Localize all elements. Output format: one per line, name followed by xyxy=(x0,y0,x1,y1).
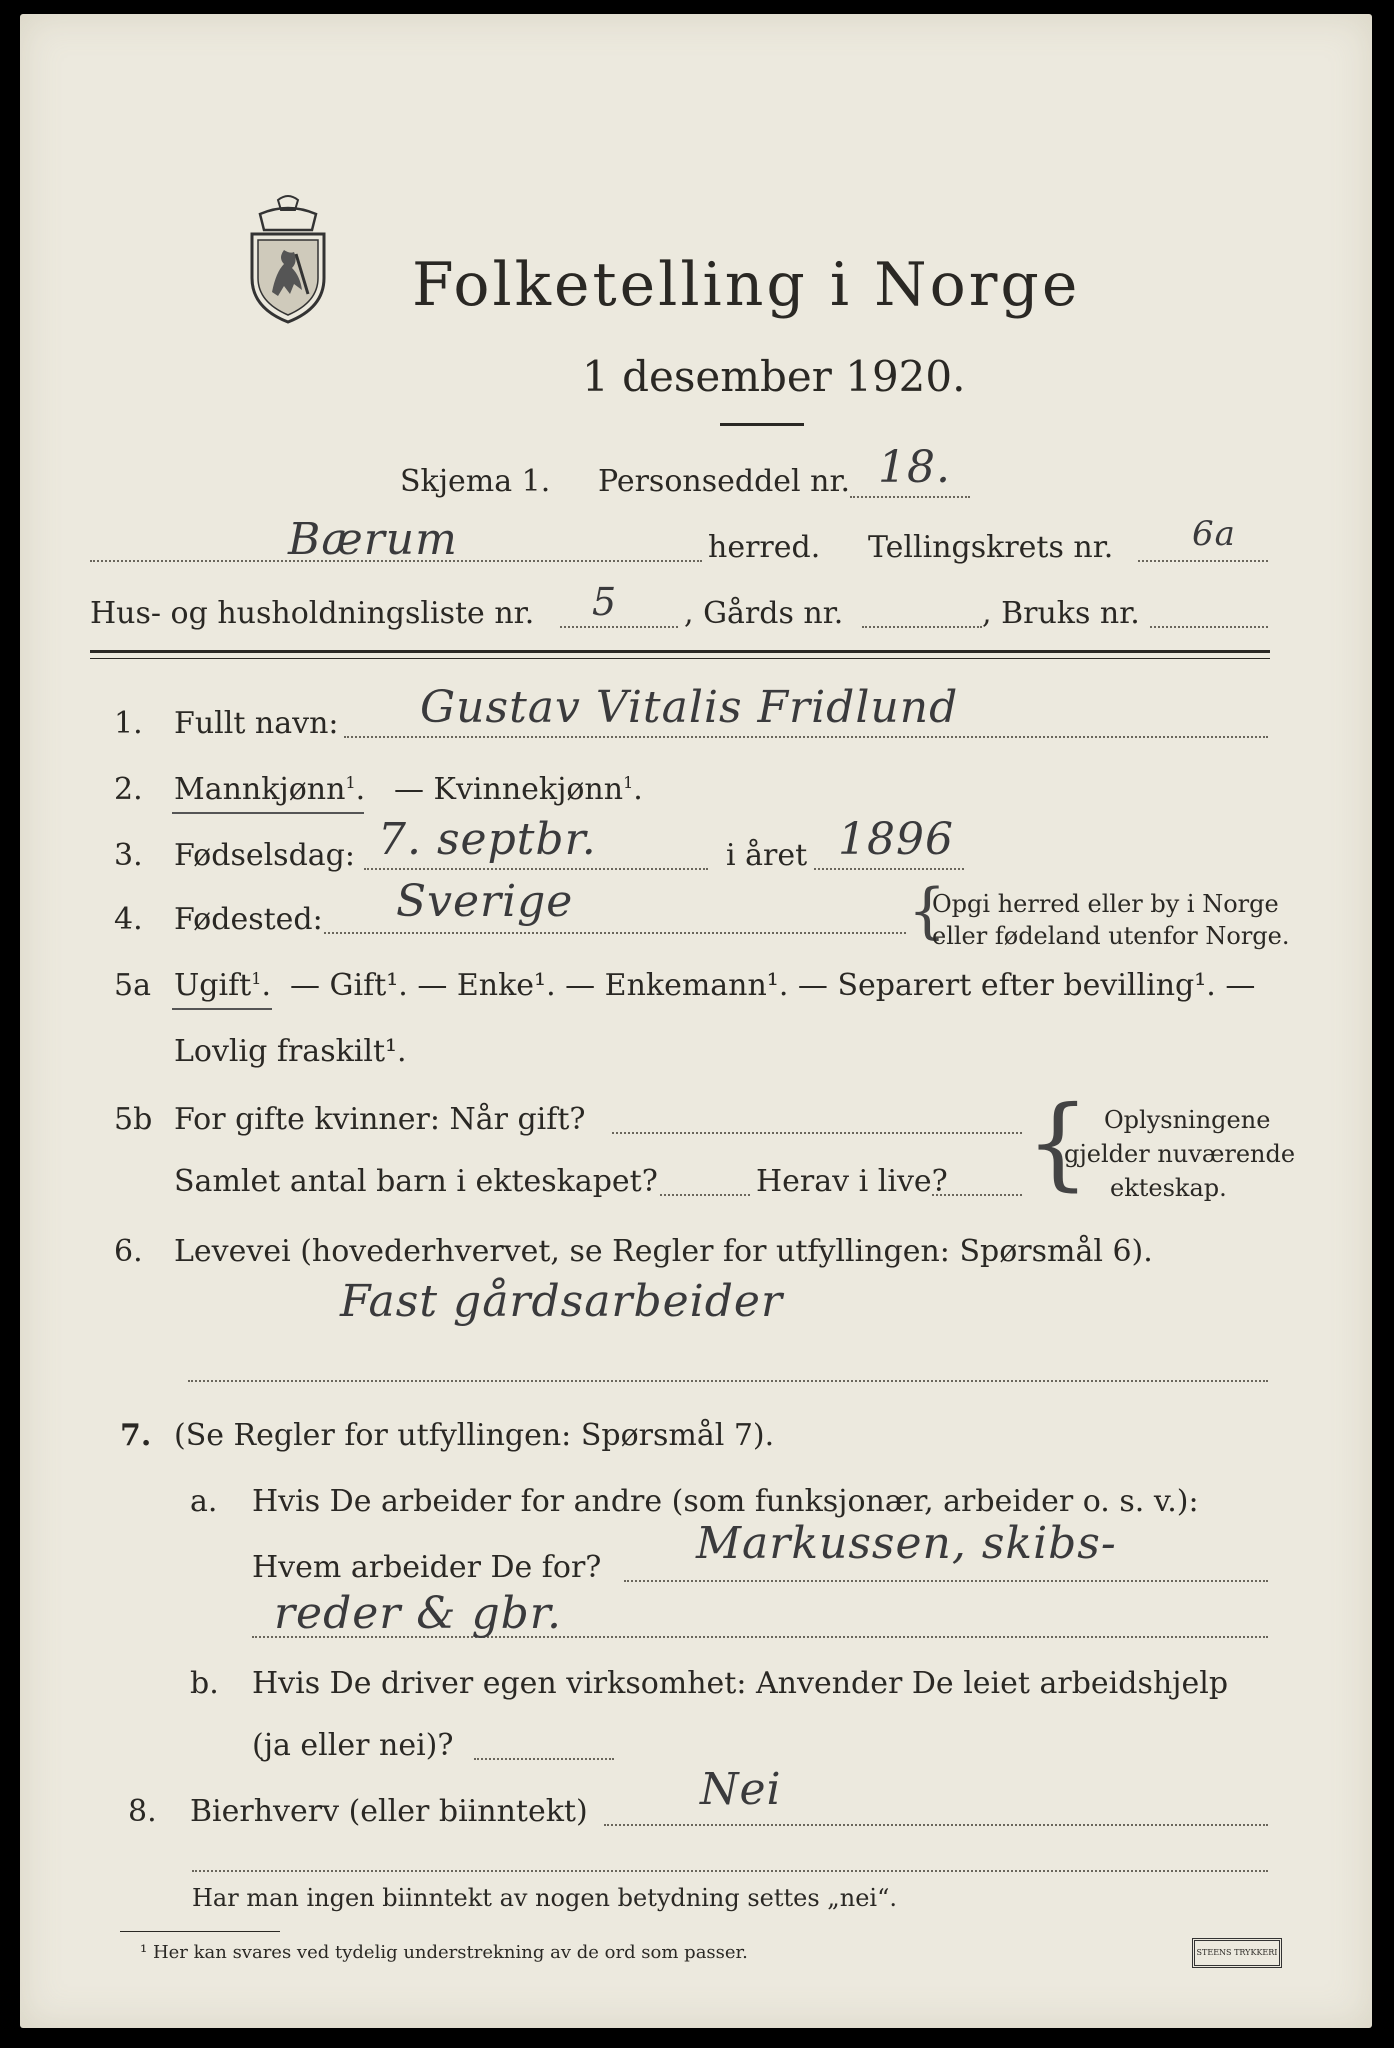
q7a-employer-value[interactable]: Markussen, skibs- xyxy=(696,1518,1117,1569)
q4-line xyxy=(324,932,906,934)
q4-number: 4. xyxy=(114,902,143,937)
header-rule-top xyxy=(90,650,1270,653)
q2-male-underline xyxy=(172,812,364,814)
personseddel-line xyxy=(850,496,970,498)
footer-note: Har man ingen biinntekt av nogen betydning settes „nei“. xyxy=(192,1884,897,1912)
q5a-number: 5a xyxy=(114,968,151,1003)
census-form xyxy=(20,14,1372,2028)
herred-value[interactable]: Bærum xyxy=(288,514,458,565)
q4-label: Fødested: xyxy=(174,902,323,937)
q5b-children-line xyxy=(660,1194,750,1196)
title-rule xyxy=(720,423,804,426)
q5a-ugift-option[interactable]: Ugift$^1$. xyxy=(174,968,271,1003)
q4-brace: { xyxy=(908,876,947,946)
q5b-brace: { xyxy=(1026,1084,1090,1201)
footnote: ¹ Her kan svares ved tydelig understrekning av de ord som passer. xyxy=(140,1942,748,1963)
form-title: Folketelling i Norge xyxy=(412,250,1081,320)
q5b-when-married-line xyxy=(612,1132,1022,1134)
q7b-yes-no-label: (ja eller nei)? xyxy=(252,1728,454,1763)
q8-number: 8. xyxy=(128,1794,157,1829)
q7b-line xyxy=(474,1758,614,1760)
herred-label: herred. xyxy=(708,530,821,565)
census-date: 1 desember 1920. xyxy=(582,352,966,401)
gards-label: , Gårds nr. xyxy=(684,596,844,631)
tellingskrets-line xyxy=(1138,560,1268,562)
q5b-note-line2: gjelder nuværende xyxy=(1064,1140,1296,1168)
q1-number: 1. xyxy=(114,706,143,741)
gards-line xyxy=(862,626,982,628)
q5a-ugift-label: Ugift xyxy=(174,968,252,1003)
q7a-employer-value-cont[interactable]: reder & gbr. xyxy=(274,1588,562,1639)
q8-line xyxy=(604,1824,1268,1826)
q5b-alive-label: Herav i live? xyxy=(756,1164,948,1199)
q8-side-income-value[interactable]: Nei xyxy=(700,1764,782,1815)
q3-birthday-value[interactable]: 7. septbr. xyxy=(378,814,597,865)
q7b-question: Hvis De driver egen virksomhet: Anvender De leiet arbeidshjelp xyxy=(252,1666,1229,1701)
q1-full-name-value[interactable]: Gustav Vitalis Fridlund xyxy=(420,682,959,733)
q5a-other-options: — Gift¹. — Enke¹. — Enkemann¹. — Separert efter bevilling¹. — xyxy=(290,968,1256,1003)
personseddel-value[interactable]: 18. xyxy=(878,442,951,493)
q1-line xyxy=(344,736,1268,738)
q8-line-2 xyxy=(192,1870,1268,1872)
q7-label: (Se Regler for utfyllingen: Spørsmål 7). xyxy=(174,1418,775,1453)
hus-label: Hus- og husholdningsliste nr. xyxy=(90,596,535,631)
hus-line xyxy=(560,626,678,628)
q3-label: Fødselsdag: xyxy=(174,838,355,873)
skjema-label: Skjema 1. xyxy=(400,464,551,499)
q5b-alive-line xyxy=(932,1194,1022,1196)
printer-stamp: STEENS TRYKKERI xyxy=(1192,1938,1282,1968)
q2-male-label: Mannkjønn xyxy=(174,772,346,807)
q5b-note-line1: Oplysningene xyxy=(1104,1106,1271,1134)
q5a-fraskilt-option: Lovlig fraskilt¹. xyxy=(174,1034,407,1069)
q4-birthplace-value[interactable]: Sverige xyxy=(396,876,574,927)
q7a-line1 xyxy=(624,1580,1268,1582)
hus-value[interactable]: 5 xyxy=(592,580,618,624)
q3-year-label: i året xyxy=(726,838,808,873)
q2-female-label: — Kvinnekjønn xyxy=(394,772,624,807)
q5b-children-label: Samlet antal barn i ekteskapet? xyxy=(174,1164,658,1199)
q5b-number: 5b xyxy=(114,1102,153,1137)
bruks-label: , Bruks nr. xyxy=(982,596,1140,631)
q2-male-option[interactable]: Mannkjønn$^1$. xyxy=(174,772,366,807)
header-rule-bottom xyxy=(90,658,1270,659)
q3-number: 3. xyxy=(114,838,143,873)
q3-year-line xyxy=(814,868,964,870)
q2-female-option[interactable]: — Kvinnekjønn$^1$. xyxy=(394,772,643,807)
q5b-when-married-label: For gifte kvinner: Når gift? xyxy=(174,1102,586,1137)
q3-year-value[interactable]: 1896 xyxy=(838,814,954,865)
q7a-question: Hvis De arbeider for andre (som funksjonær, arbeider o. s. v.): xyxy=(252,1484,1199,1519)
q2-number: 2. xyxy=(114,772,143,807)
tellingskrets-value[interactable]: 6a xyxy=(1192,514,1236,554)
q6-line xyxy=(188,1380,1268,1382)
personseddel-label: Personseddel nr. xyxy=(598,464,851,499)
q7b-letter: b. xyxy=(190,1666,219,1701)
q6-label: Levevei (hovederhvervet, se Regler for utfyllingen: Spørsmål 6). xyxy=(174,1234,1153,1269)
coat-of-arms-icon xyxy=(238,194,338,326)
q7-number: 7. xyxy=(120,1418,152,1453)
q4-note-line2: eller fødeland utenfor Norge. xyxy=(932,922,1290,950)
tellingskrets-label: Tellingskrets nr. xyxy=(868,530,1114,565)
q7a-letter: a. xyxy=(190,1484,218,1519)
q1-label: Fullt navn: xyxy=(174,706,339,741)
q6-number: 6. xyxy=(114,1234,143,1269)
q5b-note-line3: ekteskap. xyxy=(1110,1174,1227,1202)
footnote-rule xyxy=(120,1931,280,1932)
q8-label: Bierhverv (eller biinntekt) xyxy=(190,1794,588,1829)
q4-note-line1: Opgi herred eller by i Norge xyxy=(932,890,1279,918)
q3-date-line xyxy=(364,868,708,870)
bruks-line xyxy=(1150,626,1268,628)
q6-occupation-value[interactable]: Fast gårdsarbeider xyxy=(340,1276,783,1327)
q5a-ugift-underline xyxy=(172,1008,272,1010)
q7a-employer-label: Hvem arbeider De for? xyxy=(252,1550,602,1585)
